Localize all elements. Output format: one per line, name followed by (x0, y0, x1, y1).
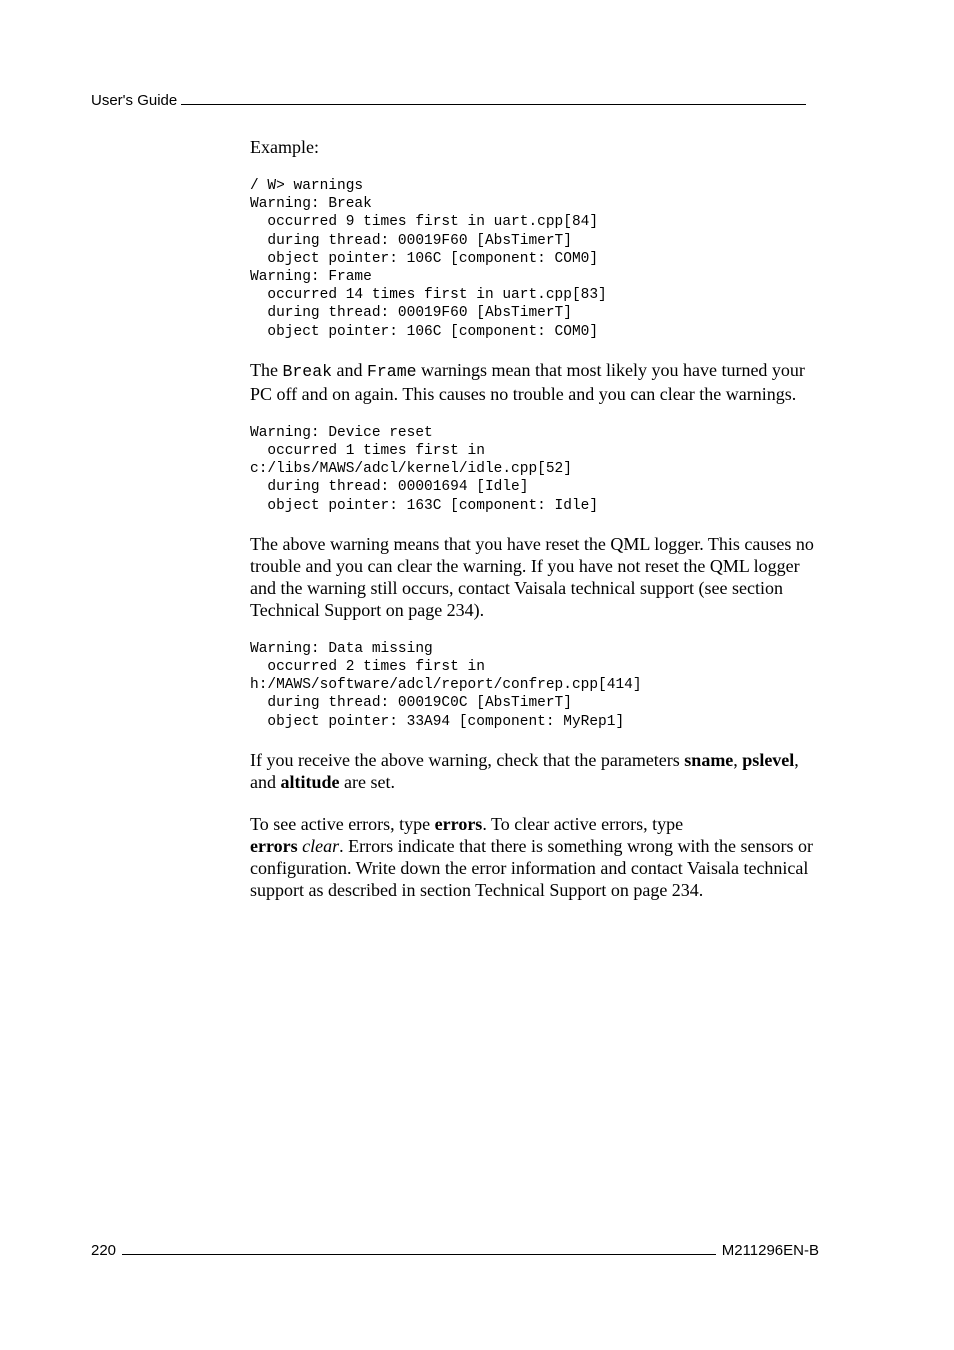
command-errors: errors (434, 813, 483, 834)
code-line: Warning: Frame (250, 269, 372, 286)
text: If you receive the above warning, check that the parameters (250, 749, 685, 770)
code-break: Break (282, 361, 332, 381)
code-line: object pointer: 33A94 [component: MyRep1] (250, 713, 625, 730)
code-line: Warning: Break (250, 196, 372, 213)
text: To see active errors, type (250, 813, 435, 834)
code-block-device-reset (250, 424, 822, 515)
code-line: occurred 1 times first in (250, 443, 485, 460)
header-title: User's Guide (91, 92, 178, 109)
code-line: during thread: 00019C0C [AbsTimerT] (250, 695, 572, 712)
code-line: Warning: Data missing (250, 640, 433, 657)
text: , and (250, 749, 799, 792)
text: and (332, 359, 367, 380)
code-line: occurred 2 times first in (250, 659, 485, 676)
param-sname: sname (684, 749, 734, 770)
code-line: during thread: 00019F60 [AbsTimerT] (250, 232, 572, 249)
text: . To clear active errors, type (482, 813, 684, 834)
code-line: object pointer: 163C [component: Idle] (250, 497, 599, 514)
code-line: during thread: 00001694 [Idle] (250, 479, 529, 496)
code-line: c:/libs/MAWS/adcl/kernel/idle.cpp[52] (250, 461, 572, 478)
code-line: h:/MAWS/software/adcl/report/confrep.cpp[414] (250, 677, 642, 694)
text: warnings mean that most likely you have turned your PC off and on again. This causes no trouble and you can clear the warnings. (250, 359, 805, 404)
code-line: during thread: 00019F60 [AbsTimerT] (250, 305, 572, 322)
example-label: Example: (250, 137, 319, 157)
page-number: 220 (91, 1242, 117, 1259)
code-frame: Frame (367, 361, 417, 381)
text: The (250, 359, 283, 380)
code-line: / W> warnings (250, 178, 364, 194)
footer-rule (122, 1240, 716, 1255)
text: . Errors indicate that there is something wrong with the sensors or configuration. Write down the error information and contact Vaisala technical support as described in section Technical Support on page 234. (250, 835, 814, 900)
page-content (250, 136, 822, 901)
text: , (733, 749, 743, 770)
text: are set. (339, 771, 395, 792)
code-line: object pointer: 106C [component: COM0] (250, 323, 599, 340)
code-line: occurred 9 times first in uart.cpp[84] (250, 214, 599, 231)
param-pslevel: pslevel (742, 749, 795, 770)
paragraph-parameters (250, 749, 822, 793)
code-line: object pointer: 106C [component: COM0] (250, 250, 599, 267)
header-rule (181, 90, 806, 105)
code-block-warnings (250, 177, 822, 341)
param-altitude: altitude (280, 771, 340, 792)
command-arg-clear: clear (302, 835, 340, 856)
paragraph-errors (250, 813, 822, 901)
paragraph-reset-warning: The above warning means that you have reset the QML logger. This causes no trouble and you can clear the warning. If you have not reset the QML logger and the warning still occurs, contact Vaisala technical support (see section Technical Support on page 234). (250, 533, 814, 620)
page-footer (91, 1240, 819, 1260)
command-errors: errors (250, 835, 298, 856)
paragraph-break-frame (250, 359, 822, 405)
code-line: occurred 14 times first in uart.cpp[83] (250, 287, 607, 304)
page-header (91, 90, 815, 110)
doc-id: M211296EN-B (721, 1242, 819, 1259)
code-block-data-missing (250, 640, 822, 731)
code-line: Warning: Device reset (250, 424, 433, 441)
